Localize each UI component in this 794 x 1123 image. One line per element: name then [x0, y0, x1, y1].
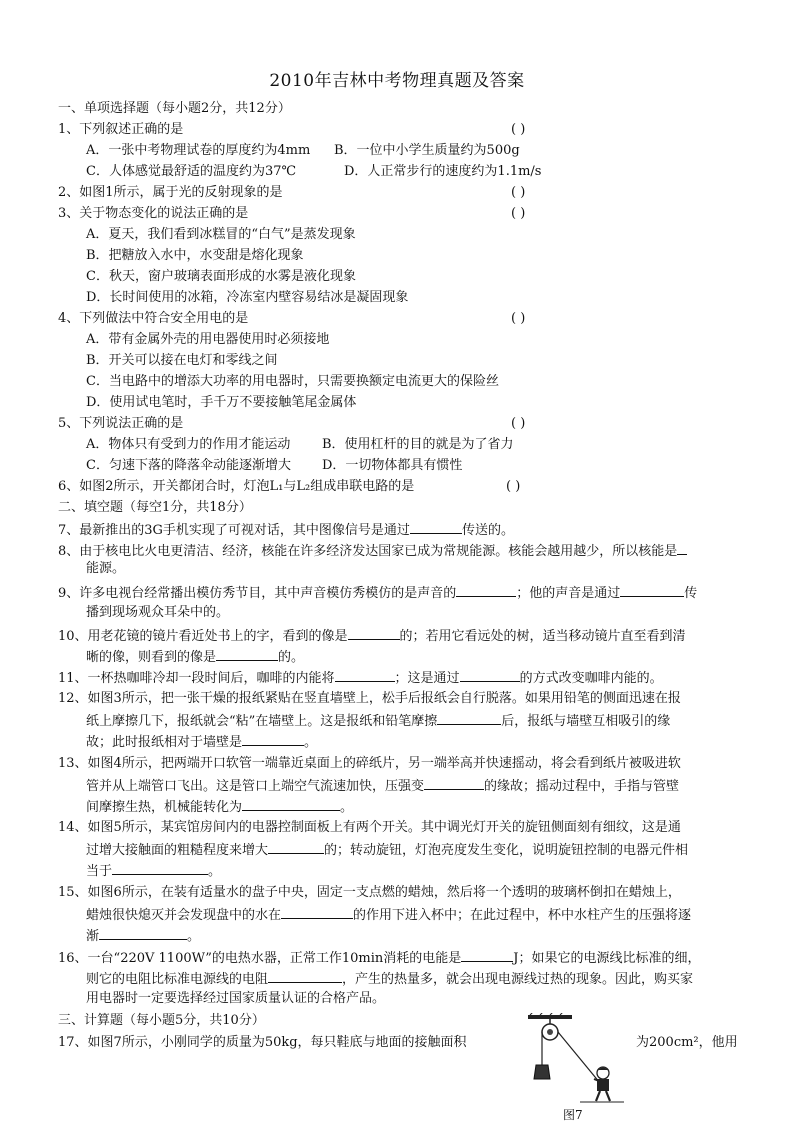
- answer-parentheses: ( ): [511, 416, 526, 431]
- question-text: [58, 626, 686, 646]
- text-part: 11、一杯热咖啡冷却一段时间后，咖啡的内能将: [58, 671, 335, 686]
- question-text: [58, 541, 687, 561]
- option-c: C．秋天，窗户玻璃表面形成的水雾是液化现象: [86, 269, 356, 284]
- text-part: 。: [187, 929, 201, 944]
- answer-parentheses: ( ): [511, 122, 526, 137]
- answer-parentheses: ( ): [511, 206, 526, 221]
- question-text-continued: 播到现场观众耳朵中的。: [86, 605, 230, 620]
- option-b: B．把糖放入水中，水变甜是熔化现象: [86, 248, 304, 263]
- answer-blank[interactable]: [112, 861, 208, 875]
- answer-blank[interactable]: [460, 668, 520, 682]
- option-d: D．长时间使用的冰箱，冷冻室内壁容易结冰是凝固现象: [86, 290, 409, 305]
- text-part: 。: [208, 864, 222, 879]
- question-text: [58, 948, 700, 968]
- text-part: 9、许多电视台经常播出模仿秀节目，其中声音模仿秀模仿的是声音的: [58, 586, 457, 601]
- text-part: ；他的声音是通过: [516, 586, 621, 601]
- text-part: 渐: [86, 929, 100, 944]
- text-part: 间摩擦生热，机械能转化为: [86, 800, 243, 815]
- answer-parentheses: ( ): [511, 311, 526, 326]
- section-heading: 二、填空题（每空1分，共18分）: [58, 500, 252, 515]
- text-part: 的。: [278, 650, 305, 665]
- page-title: 2010年吉林中考物理真题及答案: [269, 71, 525, 91]
- answer-blank[interactable]: [461, 948, 513, 962]
- answer-blank[interactable]: [677, 541, 687, 555]
- text-part: 过增大接触面的粗糙程度来增大: [86, 843, 269, 858]
- text-part: 蜡烛很快熄灭并会发现盘中的水在: [86, 908, 282, 923]
- text-part: 传: [684, 586, 698, 601]
- text-part: 的缘故；摇动过程中，手指与管壁: [484, 779, 680, 794]
- question-text: 12、如图3所示，把一张干燥的报纸紧贴在竖直墙壁上，松手后报纸会自行脱落。如果用铅笔的侧面迅速在报: [58, 691, 681, 706]
- section-heading: 三、计算题（每小题5分，共10分）: [58, 1013, 265, 1028]
- text-part: 的；转动旋钮，灯泡亮度发生变化，说明旋钮控制的电器元件相: [324, 843, 689, 858]
- question-stem: 2、如图1所示，属于光的反射现象的是: [58, 185, 283, 200]
- question-text-continued: [86, 647, 304, 667]
- hanging-weight: [534, 1065, 550, 1079]
- question-text-continued: 用电器时一定要选择经过国家质量认证的合格产品。: [86, 991, 386, 1006]
- question-text-continued: [86, 926, 200, 946]
- text-part: 10、用老花镜的镜片看近处书上的字，看到的像是: [58, 629, 348, 644]
- text-part: J；如果它的电源线比标准的细，: [513, 951, 701, 966]
- answer-blank[interactable]: [281, 905, 353, 919]
- option-a: A．夏天，我们看到冰糕冒的“白气”是蒸发现象: [86, 227, 356, 242]
- question-stem: 4、下列做法中符合安全用电的是: [58, 311, 249, 326]
- answer-blank[interactable]: [456, 583, 516, 597]
- question-stem: 3、关于物态变化的说法正确的是: [58, 206, 249, 221]
- option-a: A．物体只有受到力的作用才能运动: [86, 437, 291, 452]
- text-part: 晰的像，则看到的像是: [86, 650, 217, 665]
- option-d: D．人正常步行的速度约为1.1m/s: [344, 164, 542, 179]
- option-c: C．当电路中的增添大功率的用电器时，只需要换额定电流更大的保险丝: [86, 374, 499, 389]
- question-stem: 5、下列说法正确的是: [58, 416, 184, 431]
- answer-blank[interactable]: [437, 711, 501, 725]
- text-part: 故；此时报纸相对于墙壁是: [86, 735, 243, 750]
- question-text-continued: [86, 797, 353, 817]
- text-part: 。: [340, 800, 354, 815]
- option-b: B．开关可以接在电灯和零线之间: [86, 353, 278, 368]
- figure-caption: 图7: [563, 1108, 583, 1122]
- text-part: ；这是通过: [394, 671, 460, 686]
- question-text: 为200cm²，他用: [636, 1035, 738, 1050]
- option-c: C．人体感觉最舒适的温度约为37℃: [86, 164, 297, 179]
- figure-7-pulley-illustration: [520, 1013, 626, 1105]
- option-b: B．使用杠杆的目的就是为了省力: [322, 437, 514, 452]
- question-text-continued: [86, 776, 679, 796]
- option-a: A．带有金属外壳的用电器使用时必须接地: [86, 332, 330, 347]
- text-part: 。: [304, 735, 318, 750]
- section-heading: 一、单项选择题（每小题2分，共12分）: [58, 101, 291, 116]
- text-part: 纸上摩擦几下，报纸就会“粘”在墙壁上。这是报纸和铅笔摩擦: [86, 714, 438, 729]
- answer-blank[interactable]: [268, 969, 342, 983]
- question-text-continued: 能源。: [86, 561, 126, 576]
- question-stem: 1、下列叙述正确的是: [58, 122, 184, 137]
- answer-blank[interactable]: [620, 583, 684, 597]
- answer-blank[interactable]: [216, 647, 278, 661]
- question-stem: 6、如图2所示，开关都闭合时，灯泡L₁与L₂组成串联电路的是: [58, 479, 415, 494]
- question-text: 14、如图5所示，某宾馆房间内的电器控制面板上有两个开关。其中调光灯开关的旋钮侧面刻有细纹，这是通: [58, 820, 681, 835]
- text-part: 16、一台“220V 1100W”的电热水器，正常工作10min消耗的电能是: [58, 951, 462, 966]
- option-b: B．一位中小学生质量约为500g: [334, 143, 520, 158]
- ceiling-bar: [528, 1015, 572, 1019]
- question-text: 15、如图6所示，在装有适量水的盘子中央，固定一支点燃的蜡烛，然后将一个透明的玻璃杯倒扣在蜡烛上，: [58, 885, 681, 900]
- answer-blank[interactable]: [242, 732, 304, 746]
- text-part: 的作用下进入杯中；在此过程中，杯中水柱产生的压强将逐: [353, 908, 692, 923]
- question-text: [58, 520, 514, 540]
- text-part: ，产生的热量多，就会出现电源线过热的现象。因此，购买家: [342, 972, 694, 987]
- answer-blank[interactable]: [268, 840, 324, 854]
- option-a: A．一张中考物理试卷的厚度约为4mm: [86, 143, 311, 158]
- answer-parentheses: ( ): [506, 479, 521, 494]
- question-text-continued: [86, 840, 688, 860]
- text-part: 当于: [86, 864, 113, 879]
- option-d: D．使用试电笔时，手千万不要接触笔尾金属体: [86, 395, 357, 410]
- option-d: D．一切物体都具有惯性: [322, 458, 463, 473]
- question-text: 17、如图7所示，小刚同学的质量为50kg，每只鞋底与地面的接触面积: [58, 1035, 467, 1050]
- text-part: 管并从上端管口飞出。这是管口上端空气流速加快，压强变: [86, 779, 425, 794]
- text-part: 7、最新推出的3G手机实现了可视对话，其中图像信号是通过: [58, 523, 410, 538]
- answer-blank[interactable]: [348, 626, 400, 640]
- text-part: 的；若用它看远处的树，适当移动镜片直至看到清: [399, 629, 686, 644]
- option-c: C．匀速下落的降落伞动能逐渐增大: [86, 458, 291, 473]
- text-part: 8、由于核电比火电更清洁、经济，核能在许多经济发达国家已成为常规能源。核能会越用越少，所以核能是: [58, 544, 678, 559]
- answer-blank[interactable]: [335, 668, 395, 682]
- text-part: 的方式改变咖啡内能的。: [519, 671, 663, 686]
- answer-blank[interactable]: [99, 926, 187, 940]
- question-text-continued: [86, 711, 670, 731]
- question-text-continued: [86, 969, 693, 989]
- text-part: 传送的。: [461, 523, 514, 538]
- question-text: [58, 583, 697, 603]
- question-text: [58, 668, 663, 688]
- question-text-continued: [86, 861, 221, 881]
- question-text: 13、如图4所示，把两端开口软管一端靠近桌面上的碎纸片，另一端举高并快速摇动，将会看到纸片被吸进软: [58, 756, 681, 771]
- rope: [558, 1032, 600, 1083]
- answer-blank[interactable]: [242, 797, 340, 811]
- answer-parentheses: ( ): [511, 185, 526, 200]
- text-part: 则它的电阻比标准电源线的电阻: [86, 972, 269, 987]
- question-text-continued: [86, 732, 317, 752]
- text-part: 后，报纸与墙壁互相吸引的缘: [501, 714, 671, 729]
- answer-blank[interactable]: [424, 776, 484, 790]
- question-text-continued: [86, 905, 691, 925]
- answer-blank[interactable]: [410, 520, 462, 534]
